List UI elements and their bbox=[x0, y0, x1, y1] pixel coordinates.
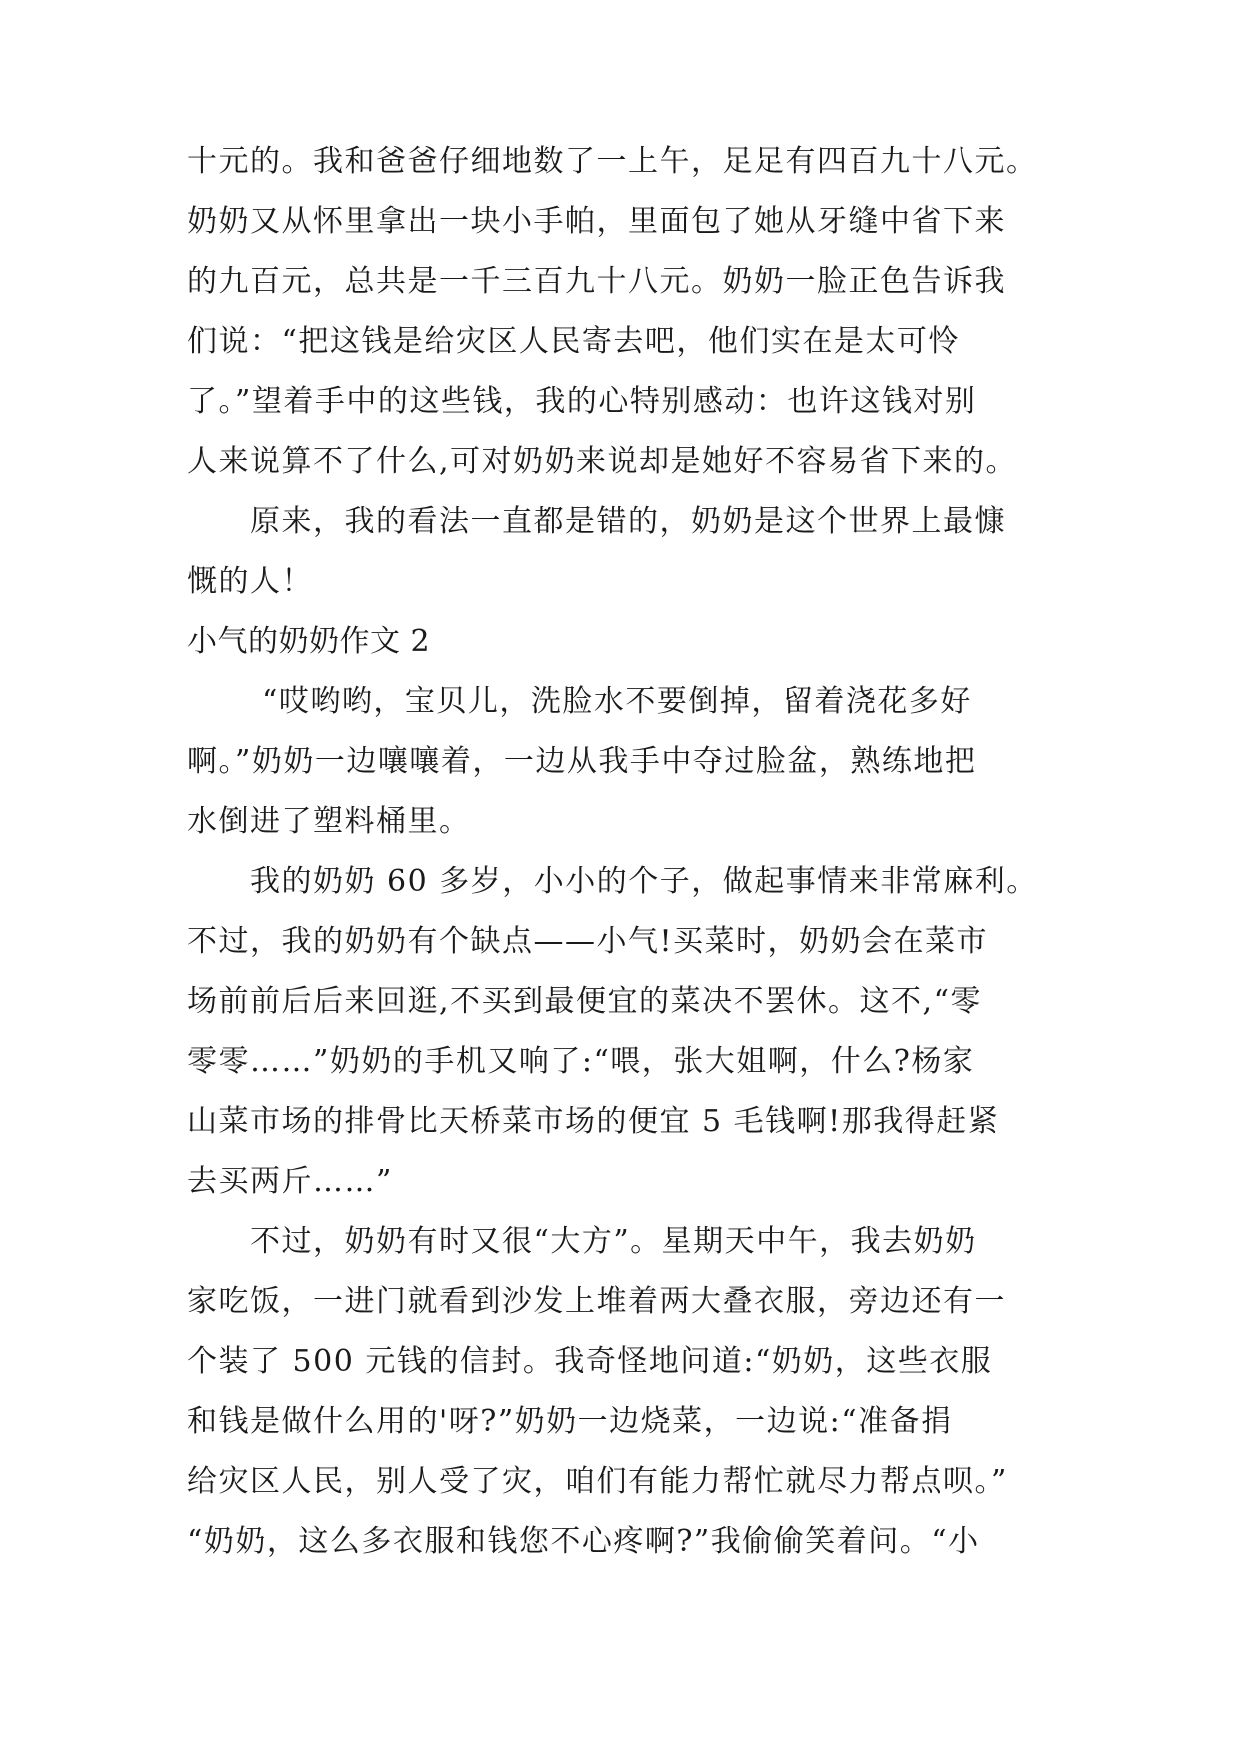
text-line: 个装了 500 元钱的信封。我奇怪地问道:“奶奶，这些衣服 bbox=[187, 1344, 993, 1379]
text-line: 给灾区人民，别人受了灾，咱们有能力帮忙就尽力帮点呗。” bbox=[187, 1464, 1008, 1499]
text-line: 人来说算不了什么,可对奶奶来说却是她好不容易省下来的。 bbox=[187, 444, 1018, 479]
text-line: 的九百元，总共是一千三百九十八元。奶奶一脸正色告诉我 bbox=[187, 264, 1006, 299]
text-line: 十元的。我和爸爸仔细地数了一上午，足足有四百九十八元。 bbox=[187, 144, 1038, 179]
paragraph-first-line: 我的奶奶 60 多岁，小小的个子，做起事情来非常麻利。 bbox=[250, 864, 1038, 899]
text-line: 山菜市场的排骨比天桥菜市场的便宜 5 毛钱啊!那我得赶紧 bbox=[187, 1104, 1000, 1139]
text-line: 家吃饭，一进门就看到沙发上堆着两大叠衣服，旁边还有一 bbox=[187, 1284, 1006, 1319]
section-heading: 小气的奶奶作文 2 bbox=[187, 624, 431, 659]
text-line: “奶奶，这么多衣服和钱您不心疼啊?”我偷偷笑着问。“小 bbox=[187, 1524, 980, 1559]
text-line: 零零……”奶奶的手机又响了:“喂，张大姐啊，什么?杨家 bbox=[187, 1044, 975, 1079]
text-line: 去买两斤……” bbox=[187, 1164, 393, 1199]
text-line: 场前前后后来回逛,不买到最便宜的菜决不罢休。这不,“零 bbox=[187, 984, 982, 1019]
paragraph-first-line: 原来，我的看法一直都是错的，奶奶是这个世界上最慷 bbox=[250, 504, 1006, 539]
text-line: 们说：“把这钱是给灾区人民寄去吧，他们实在是太可怜 bbox=[187, 324, 960, 359]
text-line: 水倒进了塑料桶里。 bbox=[187, 804, 471, 839]
text-line: 了。”望着手中的这些钱，我的心特别感动：也许这钱对别 bbox=[187, 384, 977, 419]
paragraph-first-line: “哎哟哟，宝贝儿，洗脸水不要倒掉，留着浇花多好 bbox=[262, 684, 972, 719]
paragraph-first-line: 不过，奶奶有时又很“大方”。星期天中午，我去奶奶 bbox=[250, 1224, 977, 1259]
text-line: 和钱是做什么用的'呀?”奶奶一边烧菜，一边说:“准备捐 bbox=[187, 1404, 953, 1439]
text-line: 不过，我的奶奶有个缺点——小气!买菜时，奶奶会在菜市 bbox=[187, 924, 989, 959]
text-line: 慨的人！ bbox=[187, 564, 313, 599]
text-line: 啊。”奶奶一边嚷嚷着，一边从我手中夺过脸盆，熟练地把 bbox=[187, 744, 977, 779]
text-line: 奶奶又从怀里拿出一块小手帕，里面包了她从牙缝中省下来 bbox=[187, 204, 1006, 239]
